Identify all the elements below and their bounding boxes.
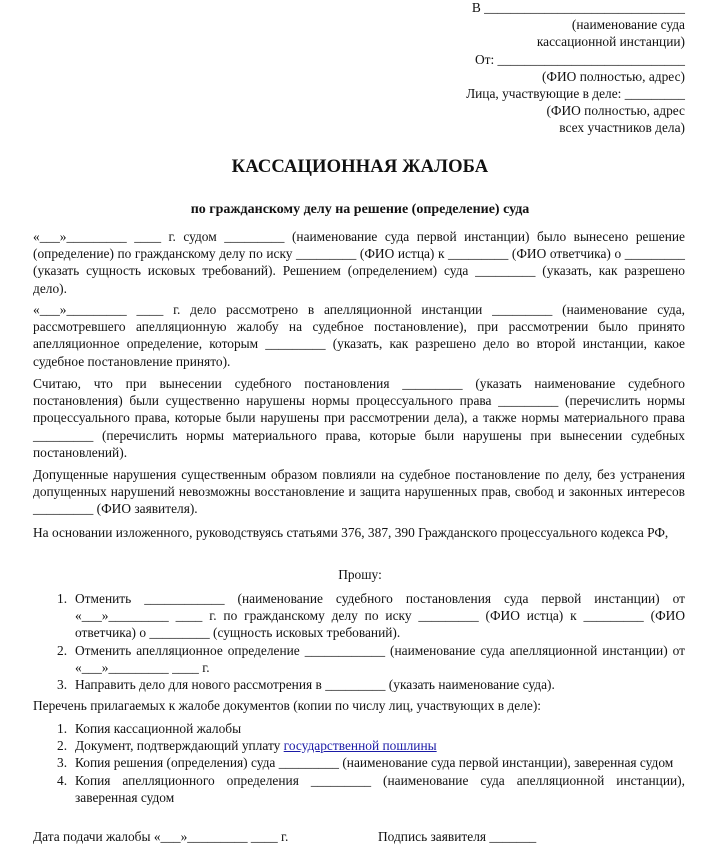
attachment-item [33, 720, 685, 737]
attachment-item-number: 4. [57, 772, 68, 788]
paragraph-first-instance: «___»_________ ____ г. судом _________ (наименование суда первой инстанции) было вынесено решение (определение) по гражданскому делу по иску _________ (ФИО истца) к _________ (ФИО ответчика) о _________ (указать сущность исковых требований). Решением (определением) суда _________ (указать, как разрешено дело). [33, 229, 685, 296]
attachment-item-text: Копия кассационной жалобы [75, 721, 242, 736]
parties-field-note-cont: всех участников дела) [559, 120, 685, 136]
state-duty-link[interactable]: государственной пошлины [283, 738, 437, 754]
applicant-signature-field: Подпись заявителя _______ [378, 829, 537, 844]
request-item-text: Направить дело для нового рассмотрения в _________ (указать наименование суда). [75, 677, 555, 693]
paragraph-appeal: «___»_________ ____ г. дело рассмотрено в апелляционной инстанции _________ (наименование суда, рассмотревшего апелляционную жалобу на судебное постановление), при рассмотрении было принято апелляционное определение, которым _________ (указать, как разрешено дело во второй инстанции, какое судебное постановление принято). [33, 302, 685, 369]
attachments-heading: Перечень прилагаемых к жалобе документов (копии по числу лиц, участвующих в деле): [33, 698, 541, 713]
paragraph-violations: Считаю, что при вынесении судебного постановления _________ (указать наименование судебного постановления) были существенно нарушены нормы процессуального права _________ (перечислить нормы процессуального права, которые были нарушены при рассмотрении дела), а также нормы материального права _________ (перечислить нормы материального права, которые были нарушены при вынесении судебных постановлений). [33, 376, 685, 460]
request-heading: Прошу: [338, 567, 382, 582]
request-item [33, 676, 685, 693]
court-field-note: (наименование суда [571, 17, 685, 33]
attachment-item [33, 754, 685, 771]
request-list [33, 590, 685, 693]
attachment-item-text: Копия решения (определения) суда _________ (наименование суда первой инстанции), заверенная судом [75, 755, 674, 771]
attachment-item [33, 772, 685, 806]
addressee-block [385, 0, 685, 137]
paragraph-legal-basis: На основании изложенного, руководствуясь статьями 376, 387, 390 Гражданского процессуального кодекса РФ, [33, 525, 669, 540]
attachments-list [33, 720, 685, 806]
parties-field-line: Лица, участвующие в деле: _________ [466, 86, 685, 102]
attachment-item [33, 737, 685, 754]
court-field-note-cont: кассационной инстанции) [536, 34, 685, 50]
request-item-text: Отменить ____________ (наименование судебного постановления суда первой инстанции) от «___»_________ ____ г. по гражданскому делу по иску _________ (ФИО истца) к _________ (ФИО ответчика) о _________ (сущность исковых требований). [75, 591, 685, 641]
court-field-line: В ______________________________ [471, 0, 685, 15]
request-item [33, 590, 685, 642]
request-item-number: 2. [57, 642, 68, 658]
request-item-number: 3. [57, 677, 68, 693]
attachment-item-number: 2. [57, 738, 68, 754]
attachment-item-text: Документ, подтверждающий уплату [75, 738, 284, 754]
request-item-number: 1. [57, 591, 68, 606]
paragraph-consequences: Допущенные нарушения существенным образом повлияли на судебное постановление по делу, без устранения допущенных нарушений невозможны восстановление и защита нарушенных прав, свобод и законных интересов _________ (ФИО заявителя). [33, 467, 685, 517]
filing-date-field: Дата подачи жалобы «___»_________ ____ г. [33, 829, 289, 844]
attachment-item-text: Копия апелляционного определения _________ (наименование суда апелляционной инстанции), заверенная судом [75, 772, 685, 805]
attachment-item-number: 1. [57, 721, 68, 736]
document-subtitle: по гражданскому делу на решение (определение) суда [190, 202, 530, 217]
attachment-item-number: 3. [57, 755, 68, 771]
request-item-text: Отменить апелляционное определение ____________ (наименование суда апелляционной инстанции) от «___»_________ ____ г. [75, 642, 685, 675]
request-item [33, 642, 685, 676]
document-title: КАССАЦИОННАЯ ЖАЛОБА [231, 156, 489, 177]
applicant-field-line: От: ____________________________ [474, 51, 685, 67]
parties-field-note: (ФИО полностью, адрес [546, 103, 685, 119]
applicant-field-note: (ФИО полностью, адрес) [541, 68, 685, 84]
